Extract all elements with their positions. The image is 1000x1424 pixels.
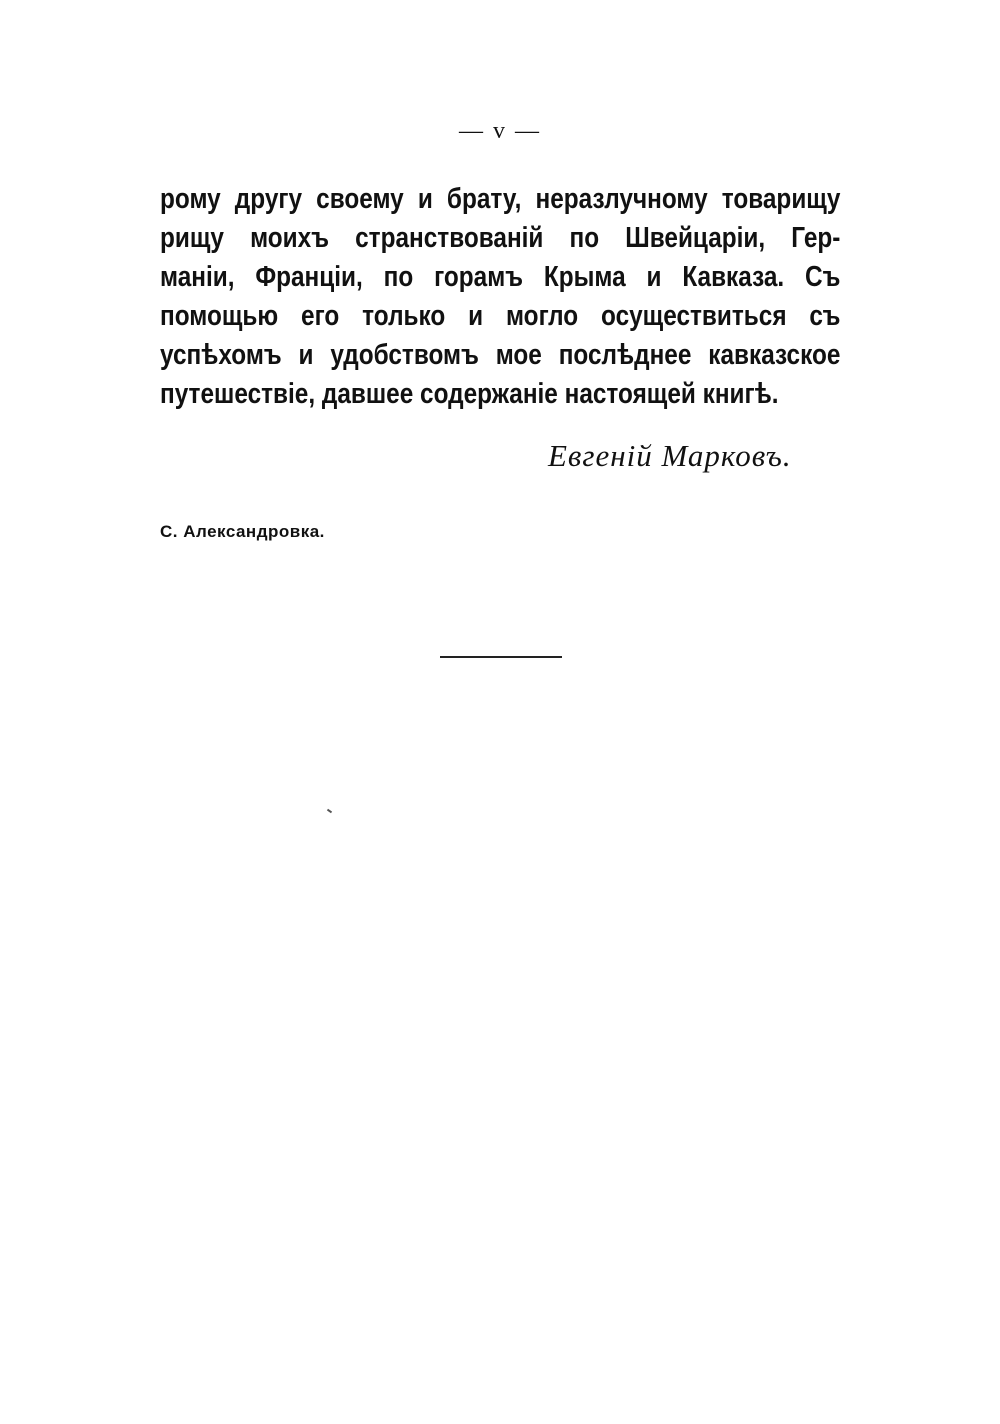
- text-line-6: путешествіе, давшее содержаніе настоящей книгѣ.: [160, 378, 779, 410]
- text-line-3: маніи, Франціи, по горамъ Крыма и Кавказа. Съ: [160, 261, 841, 293]
- body-paragraph: [160, 180, 840, 414]
- text-line-1: рому другу своему и брату, неразлучному товарищу: [160, 183, 841, 215]
- author-signature: Евгеній Марковъ.: [548, 438, 792, 473]
- section-divider: [440, 656, 562, 658]
- place-name: С. Александровка.: [160, 522, 325, 541]
- page-number: — v —: [459, 118, 541, 144]
- text-line-5: успѣхомъ и удобствомъ мое послѣднее кавказское: [160, 339, 841, 371]
- text-line-4: помощью его только и могло осуществиться съ: [160, 300, 841, 332]
- print-speck: [327, 809, 332, 814]
- text-line-2: рищу моихъ странствованій по Швейцаріи, Гер-: [160, 222, 841, 254]
